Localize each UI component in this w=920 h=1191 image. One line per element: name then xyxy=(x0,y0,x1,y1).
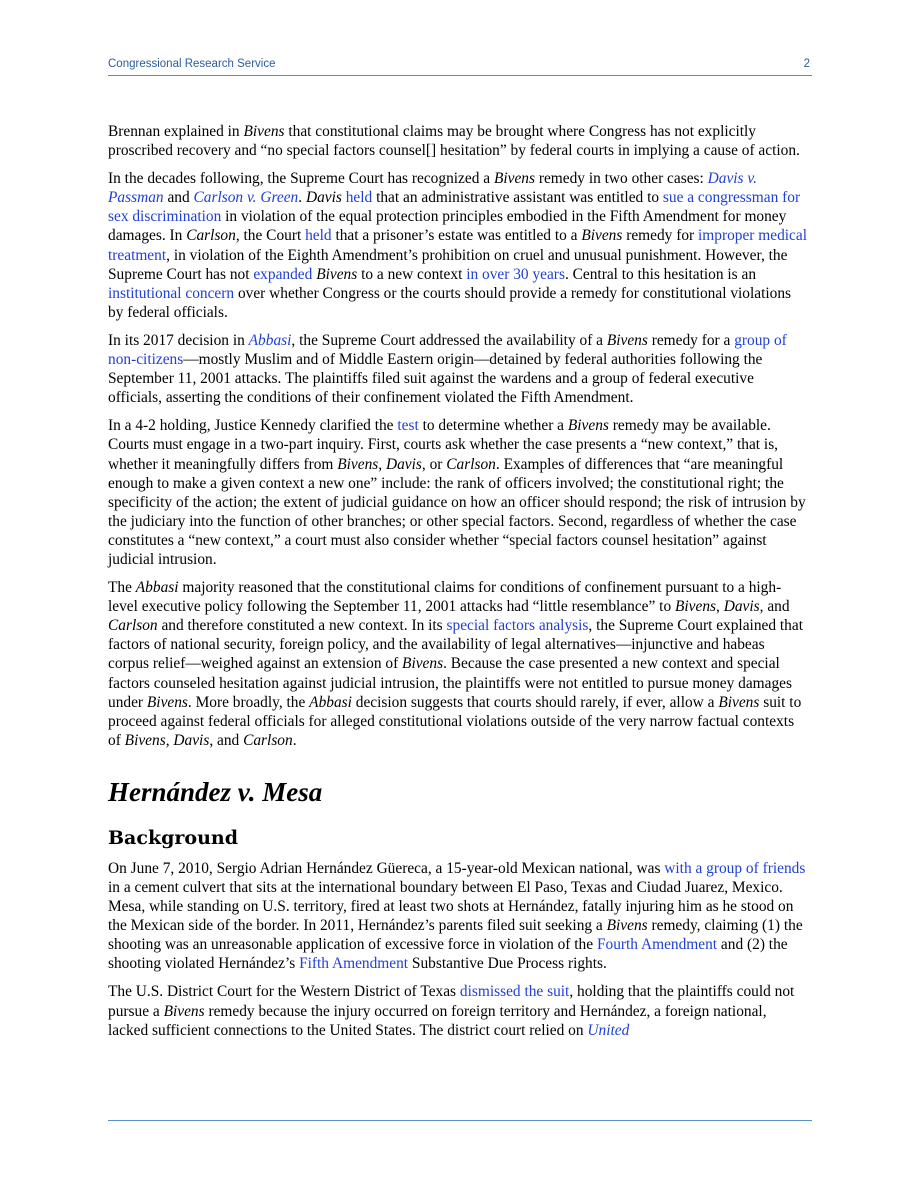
text: decision suggests that courts should rarely, if ever, allow a xyxy=(351,693,719,711)
case-name: Carlson xyxy=(243,731,293,749)
text: Brennan explained in xyxy=(108,123,244,140)
text: and (2) the shooting violated Hernández’s xyxy=(108,936,788,973)
case-name: Bivens xyxy=(567,417,609,435)
case-name: Davis xyxy=(305,189,342,207)
paragraph-1 xyxy=(108,122,808,160)
text: —mostly Muslim and of Middle Eastern origin—detained by federal authorities following the September 11, 2001 attacks. The plaintiffs filed suit against the wardens and a group of federal executive officials, asserting the conditions of their confinement violated the Fifth Amendment. xyxy=(108,351,763,407)
case-name: Bivens xyxy=(581,227,623,245)
link-group-of-non-citizens[interactable]: group of non-citizens xyxy=(108,331,787,369)
text: On June 7, 2010, Sergio Adrian Hernández Güereca, a 15-year-old Mexican national, was xyxy=(108,859,665,877)
text: remedy because the injury occurred on foreign territory and Hernández, a foreign national, lacked sufficient connections to the United States. The district court relied on xyxy=(108,1002,767,1039)
case-name: Carlson xyxy=(108,617,158,635)
case-name: Bivens xyxy=(243,123,285,140)
text: , or xyxy=(421,455,447,473)
page-header xyxy=(108,58,812,76)
text: Substantive Due Process rights. xyxy=(408,955,607,973)
text: over whether Congress or the courts should provide a remedy for constitutional violations by federal officials. xyxy=(108,284,792,321)
link-expanded[interactable]: expanded xyxy=(253,265,313,283)
case-name: Carlson xyxy=(186,227,236,245)
text: to a new context xyxy=(357,265,467,283)
link-test[interactable]: test xyxy=(397,417,419,435)
case-name: Bivens xyxy=(718,693,760,711)
link-institutional-concern[interactable]: institutional concern xyxy=(108,284,235,302)
link-abbasi[interactable]: Abbasi xyxy=(248,331,292,349)
text: , the Supreme Court explained that factors of national security, foreign policy, and the availability of legal alternatives—injunctive and habeas corpus relief—weighed against an extension of xyxy=(108,617,803,673)
case-name: Bivens xyxy=(606,331,648,349)
paragraph-7 xyxy=(108,982,808,1039)
text: , the Supreme Court addressed the availability of a xyxy=(291,331,607,349)
text: , the Court xyxy=(235,227,306,245)
case-name: Bivens xyxy=(316,265,358,283)
case-name: Davis xyxy=(385,455,422,473)
text: . xyxy=(292,731,297,749)
case-name: Davis xyxy=(173,731,210,749)
paragraph-6 xyxy=(108,859,808,974)
document-body xyxy=(108,122,808,1049)
text: that a prisoner’s estate was entitled to a xyxy=(331,227,582,245)
case-name: Bivens xyxy=(163,1002,205,1020)
text: , and xyxy=(759,598,790,616)
paragraph-2 xyxy=(108,169,808,322)
text: and therefore constituted a new context. In its xyxy=(157,617,447,635)
case-name: Bivens xyxy=(674,598,717,616)
text: In a 4-2 holding, Justice Kennedy clarified the xyxy=(108,417,398,435)
text: remedy for a xyxy=(647,331,735,349)
text: in violation of the equal protection principles embodied in the Fifth Amendment for money damages. In xyxy=(108,208,787,245)
link-sue-congressman[interactable]: sue a congressman for sex discrimination xyxy=(108,189,801,226)
text: to determine whether a xyxy=(418,417,568,435)
link-held-davis[interactable]: held xyxy=(345,189,373,207)
link-united[interactable]: United xyxy=(587,1021,630,1039)
link-fifth-amendment[interactable]: Fifth Amendment xyxy=(299,955,409,973)
text: that constitutional claims may be brought where Congress has not explicitly proscribed recovery and “no special factors counsel[] hesitation” by federal courts in implying a cause of action. xyxy=(108,123,800,160)
case-name: Bivens xyxy=(124,731,166,749)
text: remedy for xyxy=(622,227,699,245)
text: majority reasoned that the constitutional claims for conditions of confinement pursuant to a high-level executive policy following the September 11, 2001 attacks had “little resemblance” to xyxy=(108,579,782,616)
case-name: Abbasi xyxy=(135,579,179,597)
link-improper-medical-treatment[interactable]: improper medical treatment xyxy=(108,227,807,264)
link-davis-v-passman[interactable]: Davis v. Passman xyxy=(108,170,757,207)
case-name: Abbasi xyxy=(309,693,352,711)
case-name: Bivens xyxy=(146,693,188,711)
link-special-factors-analysis[interactable]: special factors analysis xyxy=(446,617,589,635)
page-number: 2 xyxy=(803,58,810,70)
case-name: Bivens xyxy=(606,917,648,935)
text: , in violation of the Eighth Amendment’s prohibition on cruel and unusual punishment. However, the Supreme Court has not xyxy=(108,246,788,283)
text: suit to proceed against federal officials for alleged constitutional violations outside of the very narrow factual contexts of xyxy=(108,693,802,749)
text: . xyxy=(298,189,306,207)
text: The xyxy=(108,579,136,597)
paragraph-4 xyxy=(108,416,808,569)
text: remedy may be available. Courts must engage in a two-part inquiry. First, courts ask whether the case presents a “new context,” that is, whether it meaningfully differs from xyxy=(108,417,779,473)
link-over-30-years[interactable]: in over 30 years xyxy=(466,265,565,283)
header-org: Congressional Research Service xyxy=(108,58,276,70)
text: remedy, claiming (1) the shooting was an unreasonable application of excessive force in violation of the xyxy=(108,917,803,954)
text: remedy in two other cases: xyxy=(534,170,708,188)
paragraph-5 xyxy=(108,578,808,750)
text: , xyxy=(165,731,174,749)
text: . Central to this hesitation is an xyxy=(564,265,757,283)
case-name: Davis xyxy=(723,598,760,616)
text: in a cement culvert that sits at the international boundary between El Paso, Texas and Ciudad Juarez, Mexico. Mesa, while standing on U.S. territory, fired at least two shots at Hernández, fatally injuring him as he stood on the Mexican side of the border. In 2011, Hernández’s parents filed suit seeking a xyxy=(108,879,794,935)
section-heading: Hernández v. Mesa xyxy=(108,776,323,807)
paragraph-3 xyxy=(108,331,808,407)
footer-divider xyxy=(108,1120,812,1121)
link-with-a-group-of-friends[interactable]: with a group of friends xyxy=(664,859,806,877)
text: . More broadly, the xyxy=(187,693,310,711)
link-dismissed-the-suit[interactable]: dismissed the suit xyxy=(459,983,570,1001)
text: In its 2017 decision in xyxy=(108,331,249,349)
text: . Because the case presented a new context and special factors counseled hesitation against judicial intrusion, the plaintiffs were not entitled to pursue money damages under xyxy=(108,655,792,711)
link-fourth-amendment[interactable]: Fourth Amendment xyxy=(596,936,718,954)
text: The U.S. District Court for the Western District of Texas xyxy=(108,983,460,1001)
case-name: Bivens xyxy=(493,170,535,188)
link-carlson-v-green[interactable]: Carlson v. Green xyxy=(193,189,299,207)
text: . Examples of differences that “are meaningful enough to make a given context a new one” include: the rank of officers involved; the constitutional right; the specificity of the action; the extent of judicial guidance on how an officer should respond; the risk of intrusion by the judiciary into the function of other branches; or other special factors. Second, regardless of whether the case constitutes a “new context,” a court must also consider whether “special factors counsel hesitation” against judicial intrusion. xyxy=(108,455,806,568)
text: , and xyxy=(209,731,244,749)
text: that an administrative assistant was entitled to xyxy=(372,189,663,207)
text: , xyxy=(378,455,386,473)
text: In the decades following, the Supreme Court has recognized a xyxy=(108,170,494,188)
text: , holding that the plaintiffs could not pursue a xyxy=(108,983,795,1020)
subsection-heading: Background xyxy=(108,826,238,849)
case-name: Carlson xyxy=(446,455,496,473)
link-held-carlson[interactable]: held xyxy=(305,227,332,245)
case-name: Bivens xyxy=(337,455,379,473)
case-name: Bivens xyxy=(402,655,444,673)
text: and xyxy=(163,189,194,207)
text: , xyxy=(716,598,724,616)
